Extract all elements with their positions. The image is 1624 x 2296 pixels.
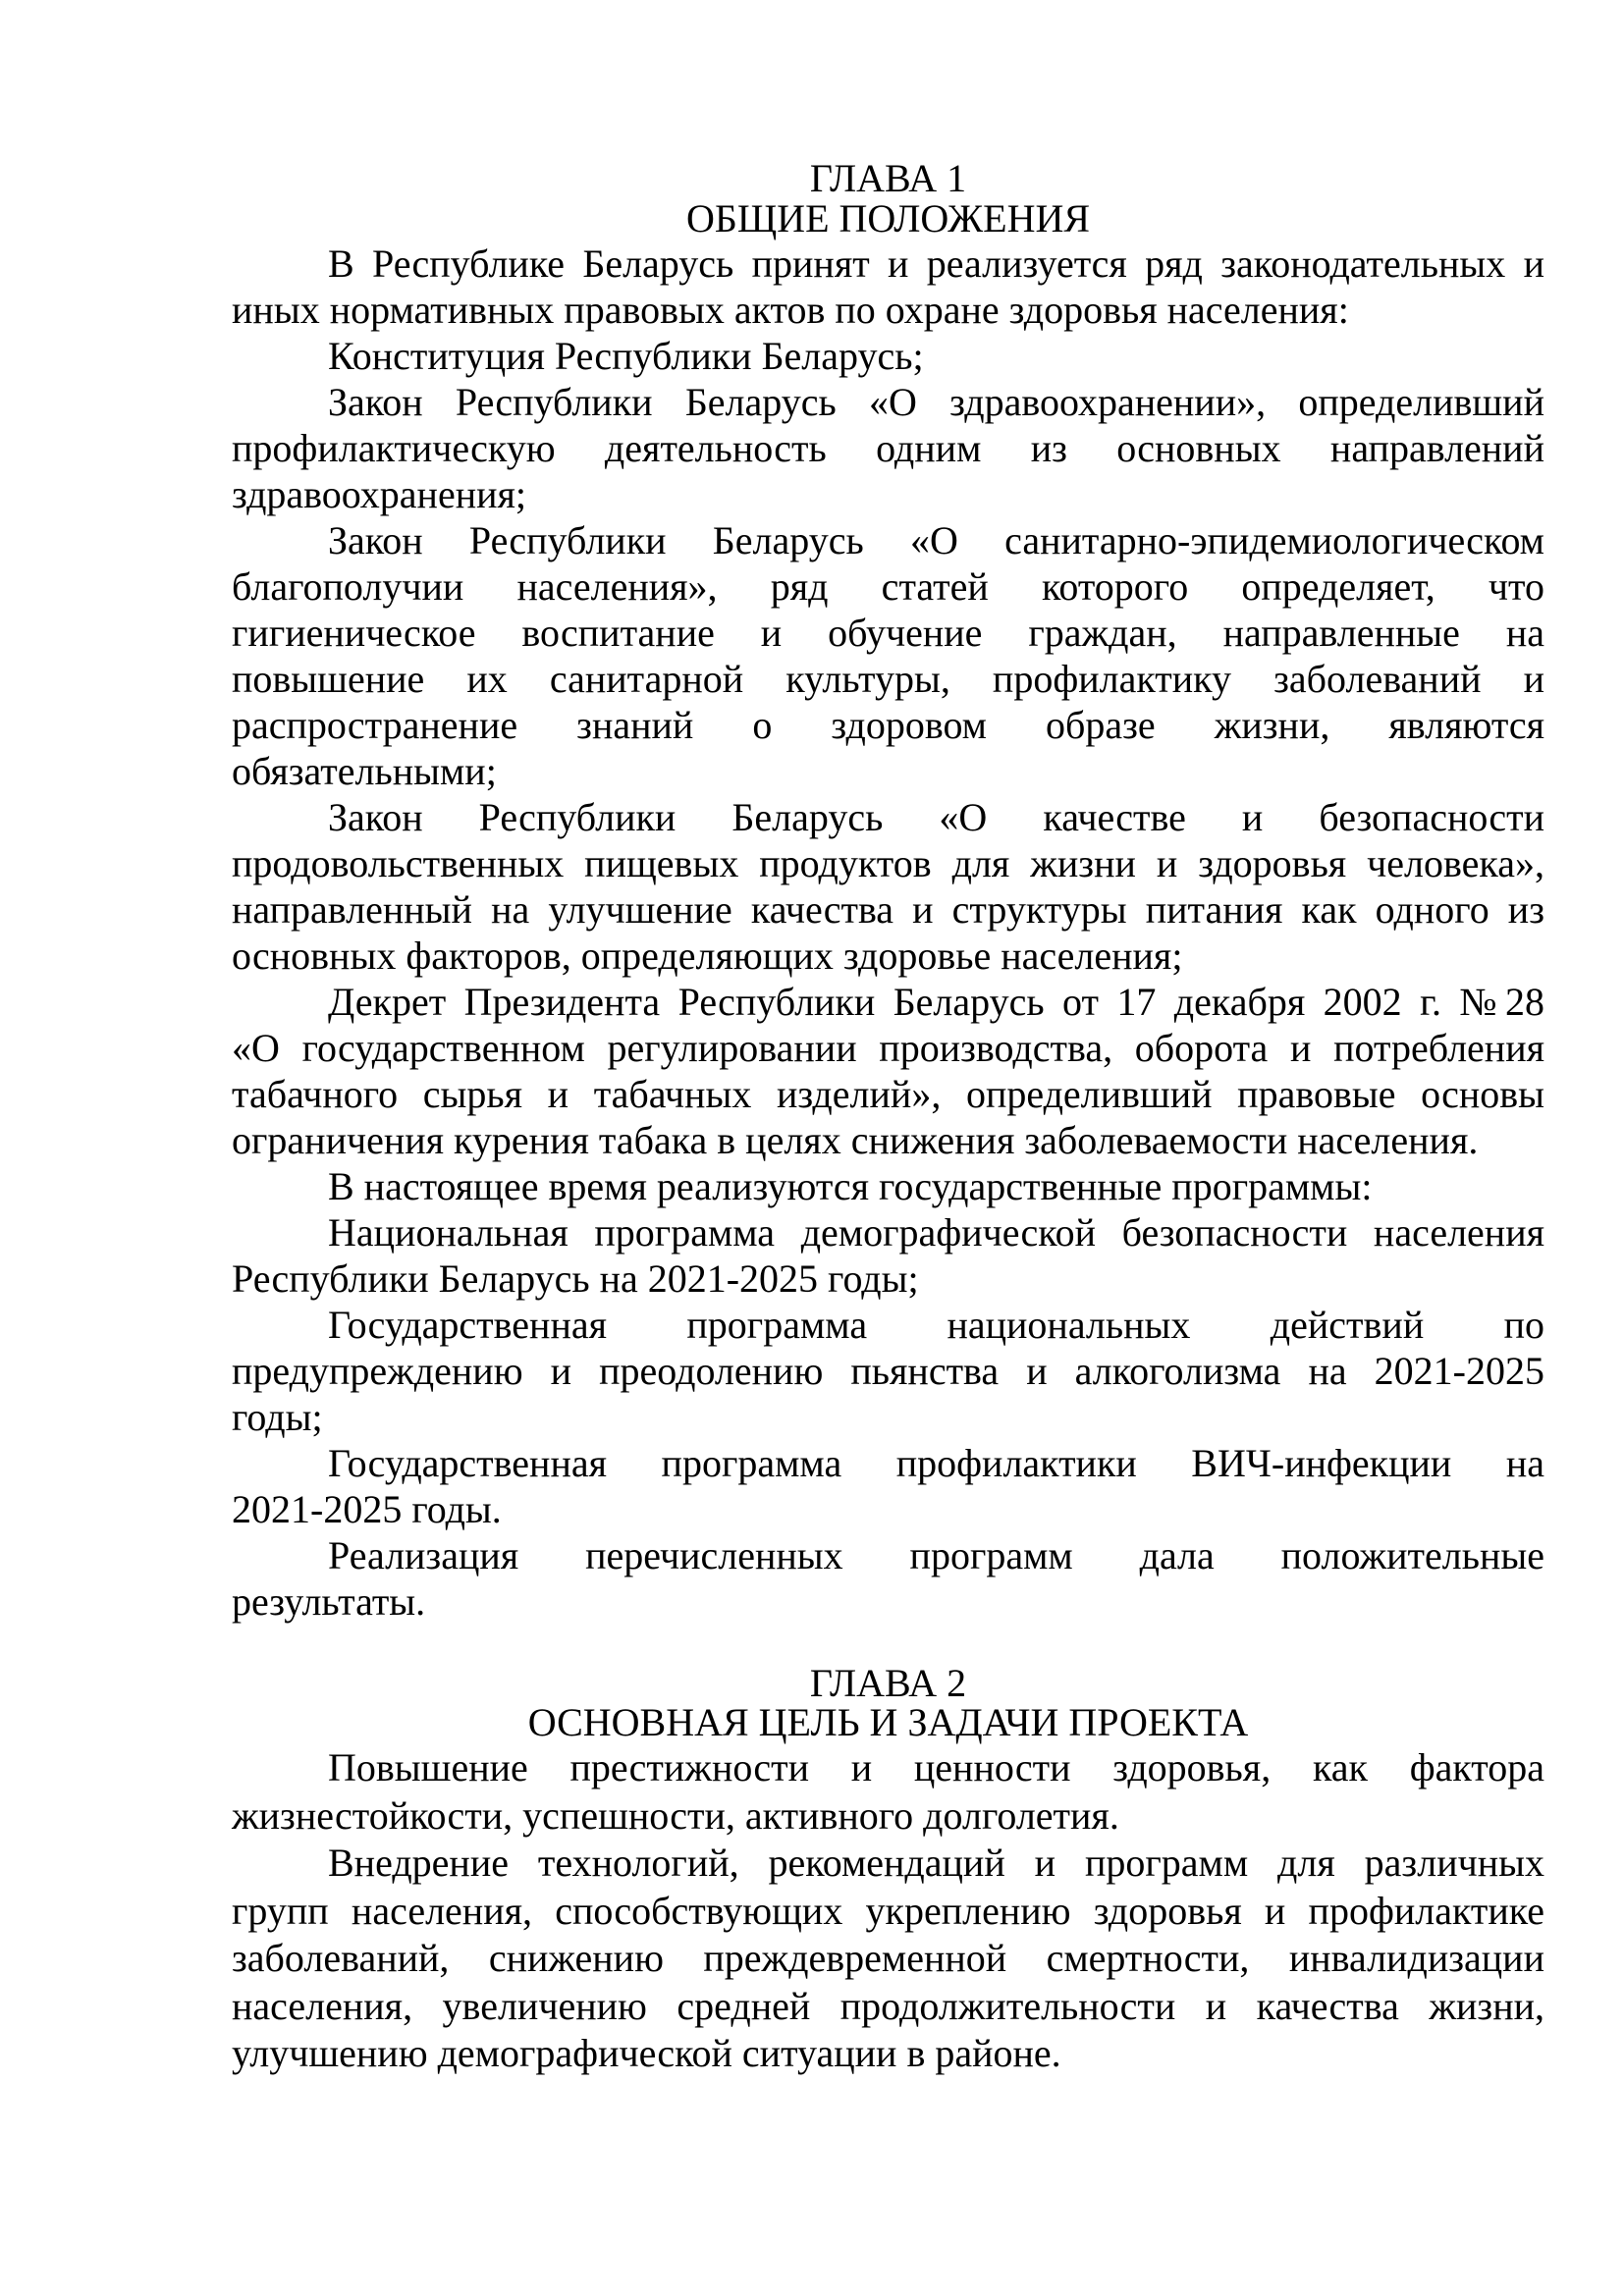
text-line: Декрет Президента Республики Беларусь от 17 декабря 2002 г. №28 xyxy=(328,980,1544,1024)
text-line: Республики Беларусь на 2021-2025 годы; xyxy=(232,1256,919,1301)
text-line: Конституция Республики Беларусь; xyxy=(328,334,924,378)
text-line: годы; xyxy=(232,1395,323,1439)
text-line: заболеваний, снижению преждевременной смертности, инвалидизации xyxy=(232,1936,1544,1980)
chapter1-body xyxy=(232,240,1544,1625)
text-line: 2021-2025 годы. xyxy=(232,1487,502,1531)
text-line: результаты. xyxy=(232,1579,426,1624)
text-line: Национальная программа демографической безопасности населения xyxy=(328,1210,1544,1255)
chapter2-subtitle: ОСНОВНАЯ ЦЕЛЬ И ЗАДАЧИ ПРОЕКТА xyxy=(527,1700,1249,1744)
text-line: «О государственном регулировании производства, оборота и потребления xyxy=(232,1026,1544,1070)
chapter2-body xyxy=(232,1744,1544,2078)
text-line: Закон Республики Беларусь «О санитарно-эпидемиологическом xyxy=(328,518,1544,562)
text-line: основных факторов, определяющих здоровье населения; xyxy=(232,934,1183,978)
text-line: Закон Республики Беларусь «О качестве и безопасности xyxy=(328,795,1544,839)
text-line: групп населения, способствующих укреплению здоровья и профилактике xyxy=(232,1888,1544,1933)
text-line: Внедрение технологий, рекомендаций и программ для различных xyxy=(328,1841,1544,1885)
chapter1-subtitle: ОБЩИЕ ПОЛОЖЕНИЯ xyxy=(685,196,1091,240)
text-line: продовольственных пищевых продуктов для жизни и здоровья человека», xyxy=(232,841,1544,885)
text-line: В Республике Беларусь принят и реализуется ряд законодательных и xyxy=(328,241,1544,286)
text-line: иных нормативных правовых актов по охране здоровья населения: xyxy=(232,288,1349,332)
text-line: Повышение престижности и ценности здоровья, как фактора xyxy=(328,1745,1544,1789)
text-line: гигиеническое воспитание и обучение граждан, направленные на xyxy=(232,611,1544,655)
text-line: предупреждению и преодолению пьянства и алкоголизма на 2021-2025 xyxy=(232,1349,1544,1393)
text-line: Государственная программа профилактики ВИЧ-инфекции на xyxy=(328,1441,1544,1485)
text-line: распространение знаний о здоровом образе жизни, являются xyxy=(232,703,1544,747)
text-line: направленный на улучшение качества и структуры питания как одного из xyxy=(232,887,1544,932)
text-line: профилактическую деятельность одним из основных направлений xyxy=(232,426,1544,470)
text-line: обязательными; xyxy=(232,749,497,793)
text-line: населения, увеличению средней продолжительности и качества жизни, xyxy=(232,1983,1544,2028)
text-line: ограничения курения табака в целях снижения заболеваемости населения. xyxy=(232,1118,1479,1162)
chapter1-title: ГЛАВА 1 xyxy=(809,156,967,200)
text-line: благополучии населения», ряд статей которого определяет, что xyxy=(232,564,1544,609)
text-line: жизнестойкости, успешности, активного долголетия. xyxy=(232,1792,1119,1838)
text-line: здравоохранения; xyxy=(232,472,527,516)
text-line: В настоящее время реализуются государственные программы: xyxy=(328,1164,1373,1208)
text-line: повышение их санитарной культуры, профилактику заболеваний и xyxy=(232,657,1544,701)
text-line: Реализация перечисленных программ дала положительные xyxy=(328,1533,1544,1577)
text-line: Государственная программа национальных действий по xyxy=(328,1303,1544,1347)
text-line: улучшению демографической ситуации в районе. xyxy=(232,2031,1061,2075)
chapter2-title: ГЛАВА 2 xyxy=(809,1661,967,1705)
text-line: Закон Республики Беларусь «О здравоохранении», определивший xyxy=(328,380,1544,424)
text-line: табачного сырья и табачных изделий», определивший правовые основы xyxy=(232,1072,1544,1116)
